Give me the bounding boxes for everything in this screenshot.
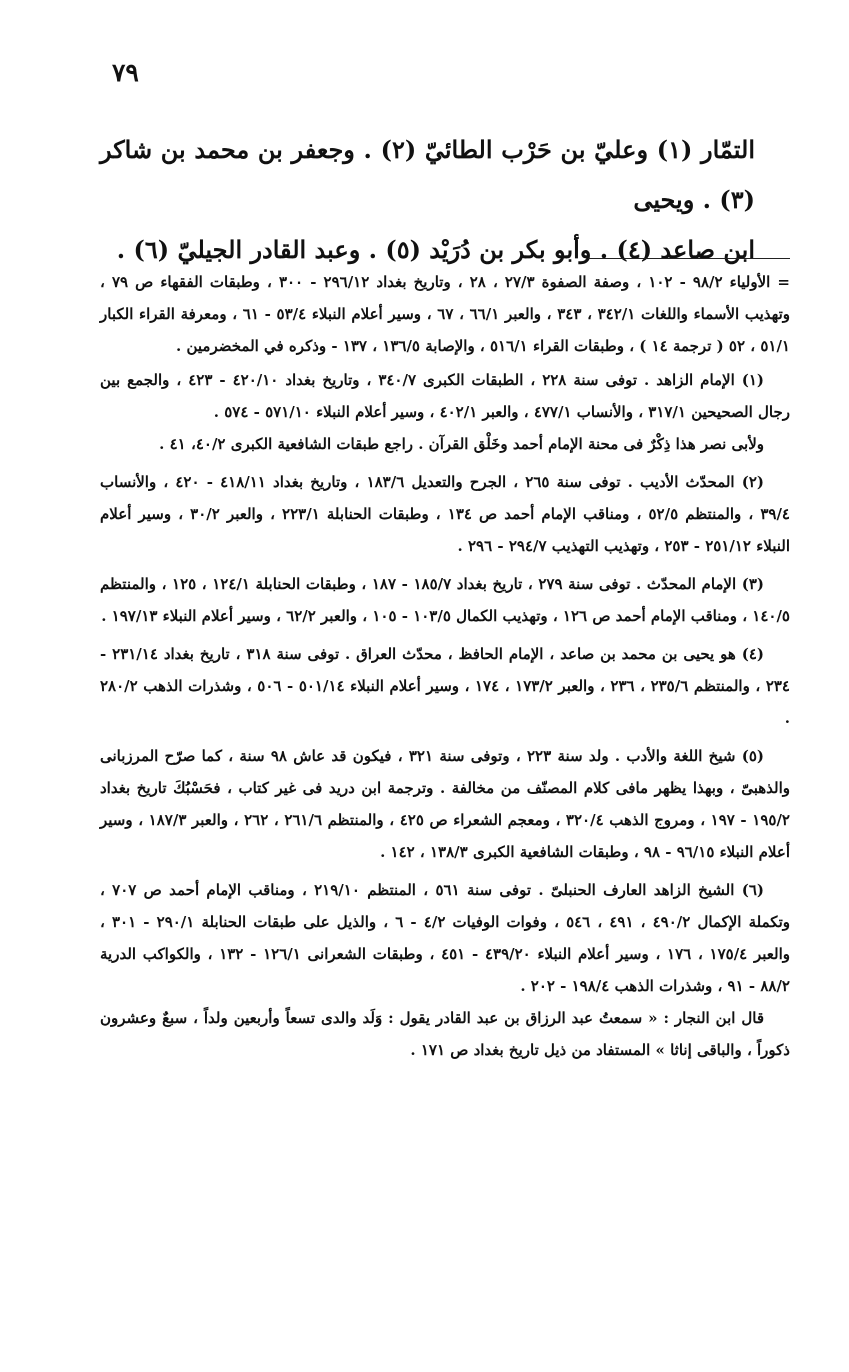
footnote-continuation: = الأولياء ٩٨/٢ - ١٠٢ ، وصفة الصفوة ٢٧/٣ ، ٢٨ ، وتاريخ بغداد ٢٩٦/١٢ - ٣٠٠ ، وطبقات الفقهاء ص ٧٩ ، وتهذيب الأسماء واللغات ٣٤٢/١ ، ٣٤٣ ، والعبر ٦٦/١ ، ٦٧ ، وسير أعلام النبلاء ٥٣/٤ - ٦١ ، ومعرفة القراء الكبار ٥١/١ ، ٥٢ ( ترجمة ١٤ ) ، وطبقات القراء ٥١٦/١ ، والإصابة ١٣٦/٥ ، ١٣٧ - وذكره في المخضرمين . bbox=[100, 273, 790, 355]
footnote-6-quote: قال ابن النجار : « سمعتُ عبد الرزاق بن عبد القادر يقول : وَلَد والدى تسعاً وأربعين ولداً ، سبعٌ وعشرون ذكوراً ، والباقى إناثا » المستفاد من ذيل تاريخ بغداد ص ١٧١ . bbox=[100, 1009, 790, 1059]
footnotes bbox=[100, 266, 790, 1072]
main-text-line: التمّار (١) وعليّ بن حَرْب الطائيّ (٢) . وجعفر بن محمد بن شاكر (٣) . ويحيى bbox=[100, 135, 755, 214]
footnote-5: (٥) شيخ اللغة والأدب . ولد سنة ٢٢٣ ، وتوفى سنة ٣٢١ ، فيكون قد عاش ٩٨ سنة ، كما صرّح المرزبانى والذهبىّ ، وبهذا يظهر مافى كلام المصنّف من مخالفة . وترجمة ابن دريد فى غير كتاب ، فحَسْبُكَ تاريخ بغداد ١٩٥/٢ - ١٩٧ ، ومروج الذهب ٣٢٠/٤ ، ومعجم الشعراء ص ٤٢٥ ، والمنتظم ٢٦١/٦ ، ٢٦٢ ، والعبر ١٨٧/٣ ، وسير أعلام النبلاء ٩٦/١٥ - ٩٨ ، وطبقات الشافعية الكبرى ١٣٨/٣ ، ١٤٢ . bbox=[100, 747, 790, 861]
page-number: ٧٩ bbox=[112, 58, 139, 87]
footnote-1-extra: ولأبى نصر هذا ذِكْرٌ فى محنة الإمام أحمد وخَلْق القرآن . راجع طبقات الشافعية الكبرى ٤٠/٢، ٤١ . bbox=[159, 435, 764, 453]
footnote-2: (٢) المحدّث الأديب . توفى سنة ٢٦٥ ، الجرح والتعديل ١٨٣/٦ ، وتاريخ بغداد ٤١٨/١١ - ٤٢٠ ، والأنساب ٣٩/٤ ، والمنتظم ٥٢/٥ ، ومناقب الإمام أحمد ص ١٣٤ ، وطبقات الحنابلة ٢٢٣/١ ، والعبر ٣٠/٢ ، وسير أعلام النبلاء ٢٥١/١٢ - ٢٥٣ ، وتهذيب التهذيب ٢٩٤/٧ - ٢٩٦ . bbox=[100, 473, 790, 555]
main-text bbox=[100, 125, 755, 275]
footnote-1: (١) الإمام الزاهد . توفى سنة ٢٢٨ ، الطبقات الكبرى ٣٤٠/٧ ، وتاريخ بغداد ٤٢٠/١٠ - ٤٢٣ ، والجمع بين رجال الصحيحين ٣١٧/١ ، والأنساب ٤٧٧/١ ، والعبر ٤٠٢/١ ، وسير أعلام النبلاء ٥٧١/١٠ - ٥٧٤ . bbox=[100, 371, 790, 421]
footnote-6: (٦) الشيخ الزاهد العارف الحنبلىّ . توفى سنة ٥٦١ ، المنتظم ٢١٩/١٠ ، ومناقب الإمام أحمد ص ٧٠٧ ، وتكملة الإكمال ٤٩٠/٢ ، ٤٩١ ، ٥٤٦ ، وفوات الوفيات ٤/٢ - ٦ ، والذيل على طبقات الحنابلة ٢٩٠/١ - ٣٠١ ، والعبر ١٧٥/٤ ، ١٧٦ ، وسير أعلام النبلاء ٤٣٩/٢٠ - ٤٥١ ، وطبقات الشعرانى ١٢٦/١ - ١٣٢ ، والكواكب الدرية ٨٨/٢ - ٩١ ، وشذرات الذهب ١٩٨/٤ - ٢٠٢ . bbox=[100, 881, 791, 995]
footnote-4: (٤) هو يحيى بن محمد بن صاعد ، الإمام الحافظ ، محدّث العراق . توفى سنة ٣١٨ ، تاريخ بغداد ٢٣١/١٤ - ٢٣٤ ، والمنتظم ٢٣٥/٦ ، ٢٣٦ ، والعبر ١٧٣/٢ ، ١٧٤ ، وسير أعلام النبلاء ٥٠١/١٤ - ٥٠٦ ، وشذرات الذهب ٢٨٠/٢ . bbox=[100, 645, 790, 727]
footnote-3: (٣) الإمام المحدّث . توفى سنة ٢٧٩ ، تاريخ بغداد ١٨٥/٧ - ١٨٧ ، وطبقات الحنابلة ١٢٤/١ ، ١٢٥ ، والمنتظم ١٤٠/٥ ، ومناقب الإمام أحمد ص ١٢٦ ، وتهذيب الكمال ١٠٣/٥ - ١٠٥ ، والعبر ٦٢/٢ ، وسير أعلام النبلاء ١٩٧/١٣ . bbox=[100, 575, 790, 625]
footnote-separator bbox=[588, 258, 790, 259]
main-text-line: ابن صاعد (٤) . وأبو بكر بن دُرَيْد (٥) . وعبد القادر الجيليّ (٦) . bbox=[116, 235, 755, 264]
